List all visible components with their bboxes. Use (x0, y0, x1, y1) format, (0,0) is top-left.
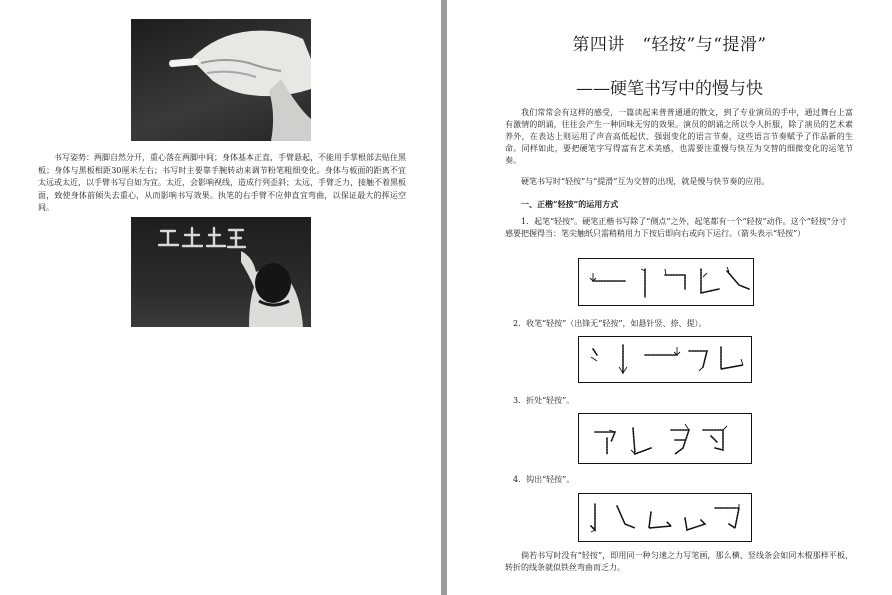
statement-paragraph: 硬笔书写时“轻按”与“提滑”互为交替的出现，就是慢与快节奏的应用。 (521, 177, 770, 186)
posture-caption: 书写姿势：两脚自然分开，重心落在两脚中间；身体基本正直，手臂悬起，不能用手掌根部去贴住黑板；身体与黑板相距30厘米左右；书写时主要靠手腕转动来调节粉笔粗细变化。身体与板面的距离不宜太远或太近，以手臂书写自如为宜。太近，会影响视线，造成行列歪斜；太远，手臂乏力，接触不着黑板面，致使身体前倾失去重心，从而影响书写效果。执笔的右手臂不应伸直宜弯曲，以保证最大的挥运空间。 (38, 153, 406, 213)
intro-paragraph: 我们常常会有这样的感受，一篇读起来普普通通的散文，到了专业演员的手中，通过舞台上富有激情的朗诵，往往会产生一种回味无穷的效果。演员的朗诵之所以令人折服，除了演员的艺术素养外，在表达上则运用了声音高低起伏、强弱变化的语言节奏，这些语言节奏赋予了作品新的生命。同样如此，要把硬笔字写得富有艺术美感，也需要注重慢与快互为交替的细微变化的运笔节奏。 (505, 108, 853, 165)
stroke-example-box-3 (578, 413, 752, 464)
item-1-text: 1．起笔“轻按”。硬笔正楷书写除了“侧点”之外，起笔都有一个“轻按”动作。这个“轻按”分寸感要把握得当：笔尖触纸只需稍稍用力下按后即向右或向下运行。（箭头表示“轻按”） (505, 217, 847, 238)
left-page (0, 0, 441, 595)
item-2-text: 2．收笔“轻按”（出锋无“轻按”，如悬针竖、捺、提）。 (513, 319, 707, 328)
stroke-example-box-1 (578, 258, 754, 306)
section-heading: 一、正楷“轻按”的运用方式 (521, 199, 619, 209)
right-page (447, 0, 892, 595)
item-3-text: 3．折处“轻按”。 (513, 396, 575, 405)
item-4-text: 4．钩出“轻按”。 (513, 475, 575, 484)
closing-paragraph: 倘若书写时没有“轻按”，即用同一种匀速之力写笔画，那么横、竖线条会如同木棍那样平板，转折的线条就似铁丝弯曲而乏力。 (505, 551, 853, 572)
lecture-subtitle: ——硬笔书写中的慢与快 (576, 79, 763, 99)
stroke-example-box-4 (578, 493, 752, 542)
chalk-grip-photo (131, 19, 311, 141)
blackboard-writing-photo (131, 217, 311, 327)
lecture-title: 第四讲 “轻按”与“提滑” (572, 35, 767, 55)
stroke-example-box-2 (578, 336, 752, 383)
